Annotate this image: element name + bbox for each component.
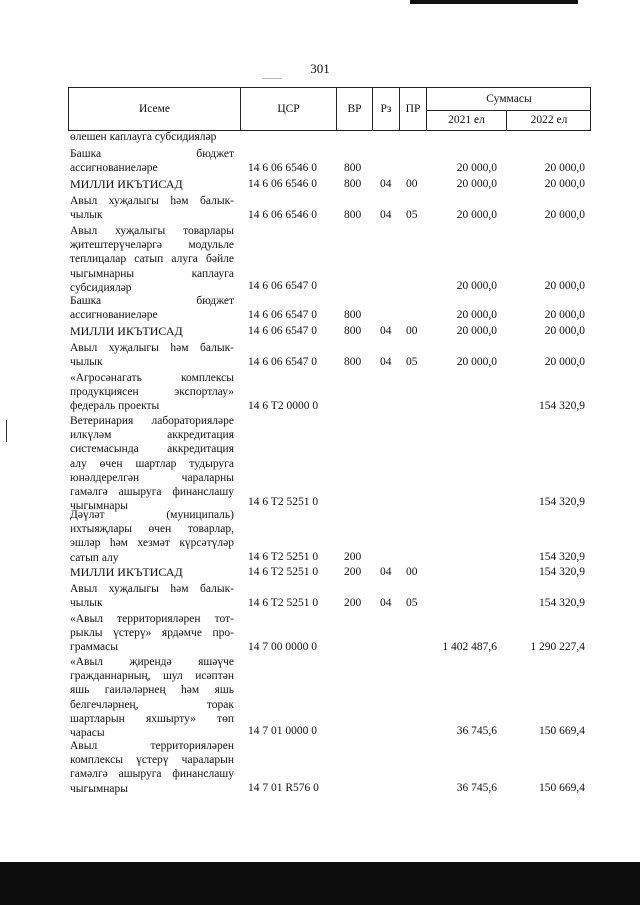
row-pr: 00 xyxy=(406,178,418,190)
row-csr: 14 6 06 6547 0 xyxy=(248,280,317,292)
row-name: МИЛЛИ ИКЪТИСАД xyxy=(70,324,183,338)
row-sum-2022: 20 000,0 xyxy=(544,178,585,190)
row-sum-2021: 1 402 487,6 xyxy=(442,641,497,653)
row-name: Башка бюджет ассигнованиеләре xyxy=(70,295,234,322)
row-sum-2022: 154 320,9 xyxy=(539,400,585,412)
header-2022: 2022 ел xyxy=(530,114,568,126)
header-2021: 2021 ел xyxy=(427,110,507,130)
row-csr: 14 7 00 0000 0 xyxy=(248,641,317,653)
row-csr: 14 6 06 6547 0 xyxy=(248,325,317,337)
row-vr: 200 xyxy=(344,551,362,563)
scan-bottom-bar xyxy=(0,862,640,905)
row-sum-2022: 154 320,9 xyxy=(539,566,585,578)
header-vr: ВР xyxy=(337,88,373,130)
row-sum-2022: 154 320,9 xyxy=(539,551,585,563)
row-sum-2021: 20 000,0 xyxy=(456,280,497,292)
row-csr: 14 6 06 6547 0 xyxy=(248,356,317,368)
row-csr: 14 6 T2 5251 0 xyxy=(248,551,319,563)
row-vr: 800 xyxy=(344,162,362,174)
row-pr: 05 xyxy=(406,209,418,221)
header-sums: Суммасы xyxy=(427,88,591,111)
row-sum-2022: 20 000,0 xyxy=(544,309,585,321)
row-vr: 200 xyxy=(344,566,362,578)
row-name: Авыл хуҗалыгы һәм балык- чылык xyxy=(70,342,234,369)
row-name: «Авыл территорияләрен тот- рыклы үстерү» ярдәмче про- граммасы xyxy=(70,613,234,654)
row-pr: 00 xyxy=(406,566,418,578)
row-name: Авыл хуҗалыгы һәм балык- чылык xyxy=(70,195,234,222)
row-rz: 04 xyxy=(380,356,392,368)
row-vr: 800 xyxy=(344,209,362,221)
row-vr: 800 xyxy=(344,178,362,190)
row-sum-2022: 20 000,0 xyxy=(544,325,585,337)
row-sum-2021: 20 000,0 xyxy=(456,325,497,337)
page-number: 301 xyxy=(310,61,330,76)
row-sum-2022: 154 320,9 xyxy=(539,496,585,508)
row-vr: 800 xyxy=(344,309,362,321)
row-csr: 14 6 T2 5251 0 xyxy=(248,496,319,508)
row-sum-2021: 36 745,6 xyxy=(456,725,497,737)
row-sum-2022: 154 320,9 xyxy=(539,597,585,609)
row-csr: 14 6 06 6547 0 xyxy=(248,309,317,321)
row-vr: 800 xyxy=(344,325,362,337)
row-csr: 14 6 T2 0000 0 xyxy=(248,400,319,412)
row-name: Авыл хуҗалыгы һәм балык- чылык xyxy=(70,583,234,610)
header-name: Исеме xyxy=(69,88,241,130)
row-rz: 04 xyxy=(380,325,392,337)
row-name: Авыл территорияләрен комплексы үстерү чараларын гамәлгә ашыруга финанслашу чыгымнары xyxy=(70,740,234,795)
row-name: Авыл хуҗалыгы товарлары җитештерүчеләргә модульле теплицалар сатып алуга бәйле чыгымнарны каплауга субсидияләр xyxy=(70,225,234,294)
row-sum-2021: 20 000,0 xyxy=(456,356,497,368)
row-rz: 04 xyxy=(380,566,392,578)
row-sum-2022: 20 000,0 xyxy=(544,356,585,368)
row-rz: 04 xyxy=(380,597,392,609)
row-vr: 200 xyxy=(344,597,362,609)
row-sum-2021: 20 000,0 xyxy=(456,178,497,190)
header-csr: ЦСР xyxy=(241,88,337,130)
row-pr: 00 xyxy=(406,325,418,337)
row-sum-2021: 20 000,0 xyxy=(456,309,497,321)
row-csr: 14 6 06 6546 0 xyxy=(248,162,317,174)
row-name: Дәүләт (муниципаль) ихтыяҗлары өчен товарлар, эшләр һәм хезмәт күрсәтүләр сатып алу xyxy=(70,509,234,564)
row-sum-2022: 150 669,4 xyxy=(539,725,585,737)
header-pr: ПР xyxy=(400,88,427,130)
row-csr: 14 6 06 6546 0 xyxy=(248,209,317,221)
row-sum-2022: 20 000,0 xyxy=(544,162,585,174)
row-name: өлешен каплауга субсидияләр xyxy=(70,131,217,143)
row-name: МИЛЛИ ИКЪТИСАД xyxy=(70,177,183,191)
row-sum-2021: 20 000,0 xyxy=(456,162,497,174)
row-csr: 14 6 T2 5251 0 xyxy=(248,597,319,609)
header-rz: Рз xyxy=(373,88,400,130)
row-name: Ветеринария лабораторияләре илкүләм аккредитация системасында аккредитация алу өчен шартлар тудыруга юнәлдерелгән чараларны гамәлгә ашыруга финанслашу чыгымнары xyxy=(70,415,234,513)
row-sum-2022: 20 000,0 xyxy=(544,280,585,292)
row-name: МИЛЛИ ИКЪТИСАД xyxy=(70,565,183,579)
row-name: Башка бюджет ассигнованиеләре xyxy=(70,148,234,175)
row-rz: 04 xyxy=(380,178,392,190)
row-csr: 14 7 01 0000 0 xyxy=(248,725,317,737)
row-csr: 14 6 T2 5251 0 xyxy=(248,566,319,578)
row-csr: 14 6 06 6546 0 xyxy=(248,178,317,190)
row-sum-2021: 20 000,0 xyxy=(456,209,497,221)
row-sum-2021: 36 745,6 xyxy=(456,782,497,794)
row-csr: 14 7 01 R576 0 xyxy=(248,782,319,794)
row-pr: 05 xyxy=(406,356,418,368)
row-sum-2022: 150 669,4 xyxy=(539,782,585,794)
row-vr: 800 xyxy=(344,356,362,368)
row-sum-2022: 1 290 227,4 xyxy=(530,641,585,653)
row-name: «Авыл җирендә яшәүче гражданнарның, шул исәптән яшь гаиләләрнең һәм яшь белгечләрнең, торак шартларын яхшырту» төп чарасы xyxy=(70,656,234,740)
row-rz: 04 xyxy=(380,209,392,221)
row-name: «Агросәнагать комплексы продукциясен экспортлау» федераль проекты xyxy=(70,372,234,413)
row-sum-2022: 20 000,0 xyxy=(544,209,585,221)
row-pr: 05 xyxy=(406,597,418,609)
